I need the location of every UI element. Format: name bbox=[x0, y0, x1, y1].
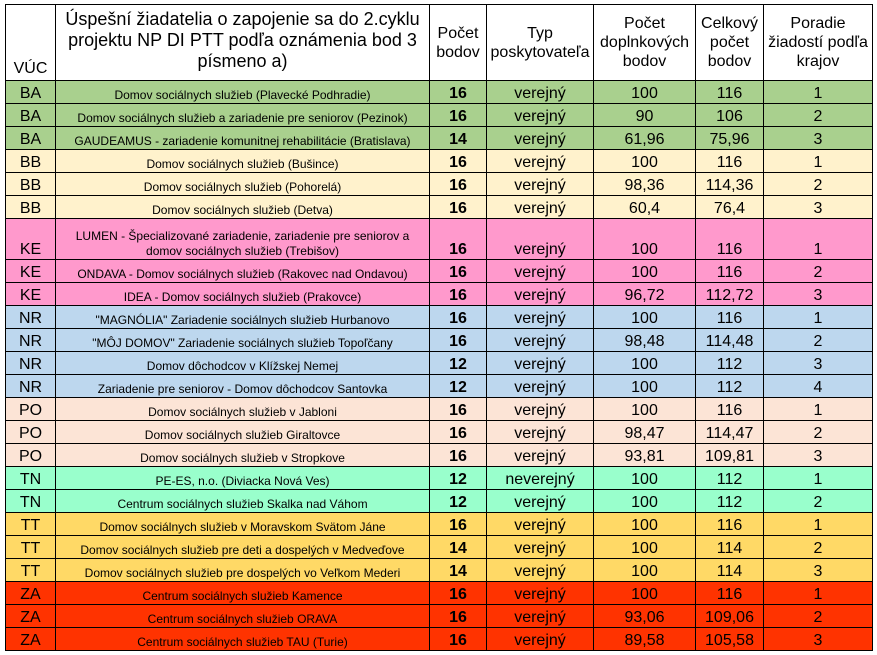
extra-points-cell: 100 bbox=[594, 398, 696, 421]
rank-cell: 1 bbox=[764, 398, 873, 421]
header-row bbox=[6, 5, 873, 81]
extra-points-cell: 93,06 bbox=[594, 605, 696, 628]
applicant-name: Domov sociálnych služieb v Jabloni bbox=[56, 398, 430, 421]
extra-points-cell: 100 bbox=[594, 582, 696, 605]
total-points-cell: 76,4 bbox=[696, 196, 764, 219]
header-extra-points: Počet doplnkových bodov bbox=[594, 5, 696, 81]
provider-cell: verejný bbox=[487, 150, 594, 173]
total-points-cell: 109,06 bbox=[696, 605, 764, 628]
rank-cell: 2 bbox=[764, 329, 873, 352]
vuc-cell: KE bbox=[6, 260, 56, 283]
rank-cell: 1 bbox=[764, 306, 873, 329]
applicant-name: Domov sociálnych služieb (Pohorelá) bbox=[56, 173, 430, 196]
rank-cell: 3 bbox=[764, 127, 873, 150]
extra-points-cell: 100 bbox=[594, 375, 696, 398]
vuc-cell: KE bbox=[6, 283, 56, 306]
vuc-cell: BB bbox=[6, 150, 56, 173]
applicant-name: Domov sociálnych služieb (Detva) bbox=[56, 196, 430, 219]
total-points-cell: 112 bbox=[696, 352, 764, 375]
applicant-name: Centrum sociálnych služieb Skalka nad Váhom bbox=[56, 490, 430, 513]
total-points-cell: 109,81 bbox=[696, 444, 764, 467]
vuc-cell: BA bbox=[6, 127, 56, 150]
extra-points-cell: 100 bbox=[594, 559, 696, 582]
rank-cell: 3 bbox=[764, 444, 873, 467]
header-title: Úspešní žiadatelia o zapojenie sa do 2.cyklu projektu NP DI PTT podľa oznámenia bod 3 písmeno a) bbox=[56, 5, 430, 81]
applicant-name: Centrum sociálnych služieb TAU (Turie) bbox=[56, 628, 430, 651]
points-cell: 16 bbox=[430, 196, 487, 219]
vuc-cell: ZA bbox=[6, 628, 56, 651]
points-cell: 14 bbox=[430, 559, 487, 582]
applicant-name: ONDAVA - Domov sociálnych služieb (Rakovec nad Ondavou) bbox=[56, 260, 430, 283]
total-points-cell: 116 bbox=[696, 150, 764, 173]
total-points-cell: 112,72 bbox=[696, 283, 764, 306]
rank-cell: 2 bbox=[764, 605, 873, 628]
points-cell: 16 bbox=[430, 628, 487, 651]
provider-cell: verejný bbox=[487, 283, 594, 306]
provider-cell: verejný bbox=[487, 352, 594, 375]
vuc-cell: BB bbox=[6, 173, 56, 196]
vuc-cell: KE bbox=[6, 219, 56, 260]
total-points-cell: 112 bbox=[696, 490, 764, 513]
table-row bbox=[6, 81, 873, 104]
total-points-cell: 116 bbox=[696, 582, 764, 605]
table-row bbox=[6, 104, 873, 127]
extra-points-cell: 100 bbox=[594, 150, 696, 173]
table-row bbox=[6, 375, 873, 398]
points-cell: 16 bbox=[430, 605, 487, 628]
provider-cell: verejný bbox=[487, 536, 594, 559]
total-points-cell: 106 bbox=[696, 104, 764, 127]
rank-cell: 2 bbox=[764, 260, 873, 283]
vuc-cell: BB bbox=[6, 196, 56, 219]
applicant-name: Domov sociálnych služieb (Plavecké Podhradie) bbox=[56, 81, 430, 104]
vuc-cell: TT bbox=[6, 536, 56, 559]
header-rank: Poradie žiadostí podľa krajov bbox=[764, 5, 873, 81]
applicant-name: Centrum sociálnych služieb ORAVA bbox=[56, 605, 430, 628]
points-cell: 16 bbox=[430, 173, 487, 196]
provider-cell: verejný bbox=[487, 260, 594, 283]
provider-cell: verejný bbox=[487, 219, 594, 260]
table-row bbox=[6, 306, 873, 329]
points-cell: 16 bbox=[430, 283, 487, 306]
applicant-name: Centrum sociálnych služieb Kamence bbox=[56, 582, 430, 605]
table-row bbox=[6, 559, 873, 582]
points-cell: 16 bbox=[430, 81, 487, 104]
vuc-cell: PO bbox=[6, 398, 56, 421]
vuc-cell: NR bbox=[6, 329, 56, 352]
applicant-name: IDEA - Domov sociálnych služieb (Prakovce) bbox=[56, 283, 430, 306]
vuc-cell: BA bbox=[6, 104, 56, 127]
provider-cell: verejný bbox=[487, 582, 594, 605]
total-points-cell: 116 bbox=[696, 306, 764, 329]
table-row bbox=[6, 628, 873, 651]
provider-cell: verejný bbox=[487, 127, 594, 150]
provider-cell: verejný bbox=[487, 559, 594, 582]
total-points-cell: 112 bbox=[696, 375, 764, 398]
points-cell: 16 bbox=[430, 104, 487, 127]
applicant-name: Domov dôchodcov v Klížskej Nemej bbox=[56, 352, 430, 375]
vuc-cell: TT bbox=[6, 513, 56, 536]
applicant-name: Domov sociálnych služieb pre dospelých vo Veľkom Mederi bbox=[56, 559, 430, 582]
total-points-cell: 116 bbox=[696, 513, 764, 536]
total-points-cell: 116 bbox=[696, 81, 764, 104]
provider-cell: verejný bbox=[487, 173, 594, 196]
applicant-name: Zariadenie pre seniorov - Domov dôchodcov Santovka bbox=[56, 375, 430, 398]
provider-cell: verejný bbox=[487, 605, 594, 628]
table-row bbox=[6, 605, 873, 628]
rank-cell: 4 bbox=[764, 375, 873, 398]
rank-cell: 3 bbox=[764, 196, 873, 219]
rank-cell: 1 bbox=[764, 219, 873, 260]
applicant-name: LUMEN - Špecializované zariadenie, zariadenie pre seniorov a domov sociálnych služieb (Trebišov) bbox=[56, 219, 430, 260]
vuc-cell: TN bbox=[6, 490, 56, 513]
vuc-cell: PO bbox=[6, 444, 56, 467]
table-row bbox=[6, 421, 873, 444]
provider-cell: verejný bbox=[487, 421, 594, 444]
table-row bbox=[6, 196, 873, 219]
vuc-cell: TN bbox=[6, 467, 56, 490]
extra-points-cell: 100 bbox=[594, 219, 696, 260]
provider-cell: neverejný bbox=[487, 467, 594, 490]
total-points-cell: 114,36 bbox=[696, 173, 764, 196]
table-row bbox=[6, 329, 873, 352]
extra-points-cell: 100 bbox=[594, 81, 696, 104]
rank-cell: 2 bbox=[764, 536, 873, 559]
applicant-name: Domov sociálnych služieb pre deti a dospelých v Medveďove bbox=[56, 536, 430, 559]
provider-cell: verejný bbox=[487, 628, 594, 651]
table-row bbox=[6, 398, 873, 421]
table-row bbox=[6, 444, 873, 467]
extra-points-cell: 100 bbox=[594, 536, 696, 559]
rank-cell: 3 bbox=[764, 283, 873, 306]
rank-cell: 3 bbox=[764, 352, 873, 375]
points-cell: 12 bbox=[430, 375, 487, 398]
points-cell: 16 bbox=[430, 513, 487, 536]
provider-cell: verejný bbox=[487, 444, 594, 467]
applicant-name: Domov sociálnych služieb Giraltovce bbox=[56, 421, 430, 444]
rank-cell: 1 bbox=[764, 81, 873, 104]
total-points-cell: 116 bbox=[696, 398, 764, 421]
provider-cell: verejný bbox=[487, 375, 594, 398]
points-cell: 14 bbox=[430, 536, 487, 559]
total-points-cell: 116 bbox=[696, 219, 764, 260]
extra-points-cell: 100 bbox=[594, 467, 696, 490]
table-row bbox=[6, 352, 873, 375]
provider-cell: verejný bbox=[487, 513, 594, 536]
extra-points-cell: 100 bbox=[594, 306, 696, 329]
extra-points-cell: 100 bbox=[594, 513, 696, 536]
applicant-name: Domov sociálnych služieb a zariadenie pre seniorov (Pezinok) bbox=[56, 104, 430, 127]
vuc-cell: NR bbox=[6, 375, 56, 398]
points-cell: 16 bbox=[430, 582, 487, 605]
extra-points-cell: 100 bbox=[594, 490, 696, 513]
applicant-name: PE-ES, n.o. (Diviacka Nová Ves) bbox=[56, 467, 430, 490]
total-points-cell: 114,48 bbox=[696, 329, 764, 352]
applicant-name: Domov sociálnych služieb v Stropkove bbox=[56, 444, 430, 467]
provider-cell: verejný bbox=[487, 196, 594, 219]
total-points-cell: 75,96 bbox=[696, 127, 764, 150]
applicants-table bbox=[5, 4, 873, 651]
points-cell: 16 bbox=[430, 444, 487, 467]
provider-cell: verejný bbox=[487, 490, 594, 513]
table-row bbox=[6, 219, 873, 260]
points-cell: 16 bbox=[430, 306, 487, 329]
header-points: Počet bodov bbox=[430, 5, 487, 81]
provider-cell: verejný bbox=[487, 306, 594, 329]
vuc-cell: ZA bbox=[6, 605, 56, 628]
table-row bbox=[6, 490, 873, 513]
extra-points-cell: 98,36 bbox=[594, 173, 696, 196]
vuc-cell: BA bbox=[6, 81, 56, 104]
extra-points-cell: 100 bbox=[594, 352, 696, 375]
table-row bbox=[6, 513, 873, 536]
provider-cell: verejný bbox=[487, 81, 594, 104]
total-points-cell: 116 bbox=[696, 260, 764, 283]
points-cell: 16 bbox=[430, 421, 487, 444]
total-points-cell: 114,47 bbox=[696, 421, 764, 444]
total-points-cell: 105,58 bbox=[696, 628, 764, 651]
provider-cell: verejný bbox=[487, 398, 594, 421]
applicant-name: Domov sociálnych služieb (Bušince) bbox=[56, 150, 430, 173]
rank-cell: 3 bbox=[764, 559, 873, 582]
header-provider: Typ poskytovateľa bbox=[487, 5, 594, 81]
extra-points-cell: 89,58 bbox=[594, 628, 696, 651]
header-vuc: VÚC bbox=[6, 5, 56, 81]
extra-points-cell: 98,48 bbox=[594, 329, 696, 352]
table-body bbox=[6, 81, 873, 651]
points-cell: 12 bbox=[430, 490, 487, 513]
extra-points-cell: 96,72 bbox=[594, 283, 696, 306]
points-cell: 12 bbox=[430, 352, 487, 375]
rank-cell: 1 bbox=[764, 513, 873, 536]
table-row bbox=[6, 127, 873, 150]
total-points-cell: 112 bbox=[696, 467, 764, 490]
rank-cell: 1 bbox=[764, 150, 873, 173]
vuc-cell: PO bbox=[6, 421, 56, 444]
table-row bbox=[6, 283, 873, 306]
rank-cell: 2 bbox=[764, 421, 873, 444]
applicant-name: GAUDEAMUS - zariadenie komunitnej rehabilitácie (Bratislava) bbox=[56, 127, 430, 150]
rank-cell: 2 bbox=[764, 104, 873, 127]
total-points-cell: 114 bbox=[696, 559, 764, 582]
table-row bbox=[6, 467, 873, 490]
applicant-name: "MAGNÓLIA" Zariadenie sociálnych služieb Hurbanovo bbox=[56, 306, 430, 329]
rank-cell: 2 bbox=[764, 173, 873, 196]
points-cell: 12 bbox=[430, 467, 487, 490]
vuc-cell: TT bbox=[6, 559, 56, 582]
applicant-name: "MÔJ DOMOV" Zariadenie sociálnych služieb Topoľčany bbox=[56, 329, 430, 352]
extra-points-cell: 100 bbox=[594, 260, 696, 283]
vuc-cell: NR bbox=[6, 352, 56, 375]
table-row bbox=[6, 536, 873, 559]
table-row bbox=[6, 260, 873, 283]
points-cell: 16 bbox=[430, 398, 487, 421]
vuc-cell: ZA bbox=[6, 582, 56, 605]
points-cell: 16 bbox=[430, 329, 487, 352]
provider-cell: verejný bbox=[487, 329, 594, 352]
extra-points-cell: 93,81 bbox=[594, 444, 696, 467]
extra-points-cell: 61,96 bbox=[594, 127, 696, 150]
table-row bbox=[6, 150, 873, 173]
table-row bbox=[6, 173, 873, 196]
points-cell: 16 bbox=[430, 150, 487, 173]
provider-cell: verejný bbox=[487, 104, 594, 127]
extra-points-cell: 60,4 bbox=[594, 196, 696, 219]
extra-points-cell: 98,47 bbox=[594, 421, 696, 444]
rank-cell: 3 bbox=[764, 628, 873, 651]
rank-cell: 1 bbox=[764, 582, 873, 605]
vuc-cell: NR bbox=[6, 306, 56, 329]
extra-points-cell: 90 bbox=[594, 104, 696, 127]
table-row bbox=[6, 582, 873, 605]
header-total-points: Celkový počet bodov bbox=[696, 5, 764, 81]
points-cell: 14 bbox=[430, 127, 487, 150]
points-cell: 16 bbox=[430, 260, 487, 283]
rank-cell: 1 bbox=[764, 467, 873, 490]
total-points-cell: 114 bbox=[696, 536, 764, 559]
applicant-name: Domov sociálnych služieb v Moravskom Svätom Jáne bbox=[56, 513, 430, 536]
rank-cell: 2 bbox=[764, 490, 873, 513]
points-cell: 16 bbox=[430, 219, 487, 260]
